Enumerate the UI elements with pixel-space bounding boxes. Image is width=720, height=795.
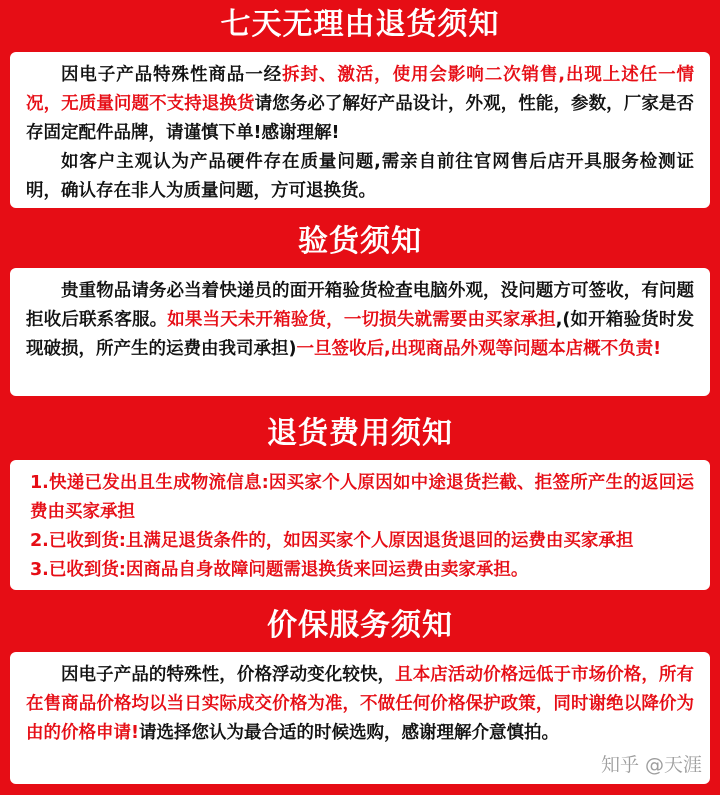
price-protection-paragraph xyxy=(26,661,694,748)
return-policy-paragraph-1 xyxy=(26,61,694,148)
return-fee-card xyxy=(10,460,710,590)
price-protection-text-1: 因电子产品的特殊性，价格浮动变化较快， xyxy=(61,665,396,685)
return-policy-text-2: 请您务必了解好产品设计，外观，性能，参数，厂家是否存固定配件品牌，请谨慎下单!感谢理解! xyxy=(26,94,695,143)
price-protection-text-2: 请选择您认为最合适的时候选购，感谢理解介意慎拍。 xyxy=(138,723,559,743)
inspection-title: 验货须知 xyxy=(298,224,422,259)
inspection-text-2: ,(如开箱验货时发现破损，所产生的运费由我司承担) xyxy=(26,310,695,359)
return-fee-item: 3.已收到货:因商品自身故障问题需退换货来回运费由卖家承担。 xyxy=(30,560,529,580)
price-protection-highlight: 且本店活动价格远低于市场价格，所有在售商品价格均以当日实际成交价格为准，不做任何价格保护政策，同时谢绝以降价为由的价格申请! xyxy=(26,665,695,743)
price-protection-title: 价保服务须知 xyxy=(267,608,453,643)
inspection-highlight-1: 如果当天未开箱验货，一切损失就需要由买家承担 xyxy=(167,310,556,330)
return-policy-title: 七天无理由退货须知 xyxy=(220,7,500,42)
return-fee-item: 2.已收到货:且满足退货条件的，如因买家个人原因退货退回的运费由买家承担 xyxy=(30,531,634,551)
return-fee-item: 1.快递已发出且生成物流信息:因买家个人原因如中途退货拦截、拒签所产生的返回运费由买家承担 xyxy=(30,473,694,522)
inspection-card xyxy=(10,268,710,396)
return-policy-highlight: 拆封、激活，使用会影响二次销售,出现上述任一情况，无质量问题不支持退换货 xyxy=(26,65,694,114)
inspection-paragraph xyxy=(26,277,694,364)
return-fee-title: 退货费用须知 xyxy=(267,416,453,451)
return-policy-text-1: 因电子产品特殊性商品一经 xyxy=(61,65,283,85)
return-policy-card xyxy=(10,52,710,208)
return-policy-paragraph-2: 如客户主观认为产品硬件存在质量问题,需亲自前往官网售后店开具服务检测证明，确认存在非人为质量问题，方可退换货。 xyxy=(26,152,694,201)
inspection-text-1: 贵重物品请务必当着快递员的面开箱验货检查电脑外观，没问题方可签收，有问题拒收后联系客服。 xyxy=(26,281,694,330)
inspection-highlight-2: 一旦签收后,出现商品外观等问题本店概不负责! xyxy=(296,339,662,359)
watermark: 知乎 @天涯 xyxy=(600,754,702,776)
